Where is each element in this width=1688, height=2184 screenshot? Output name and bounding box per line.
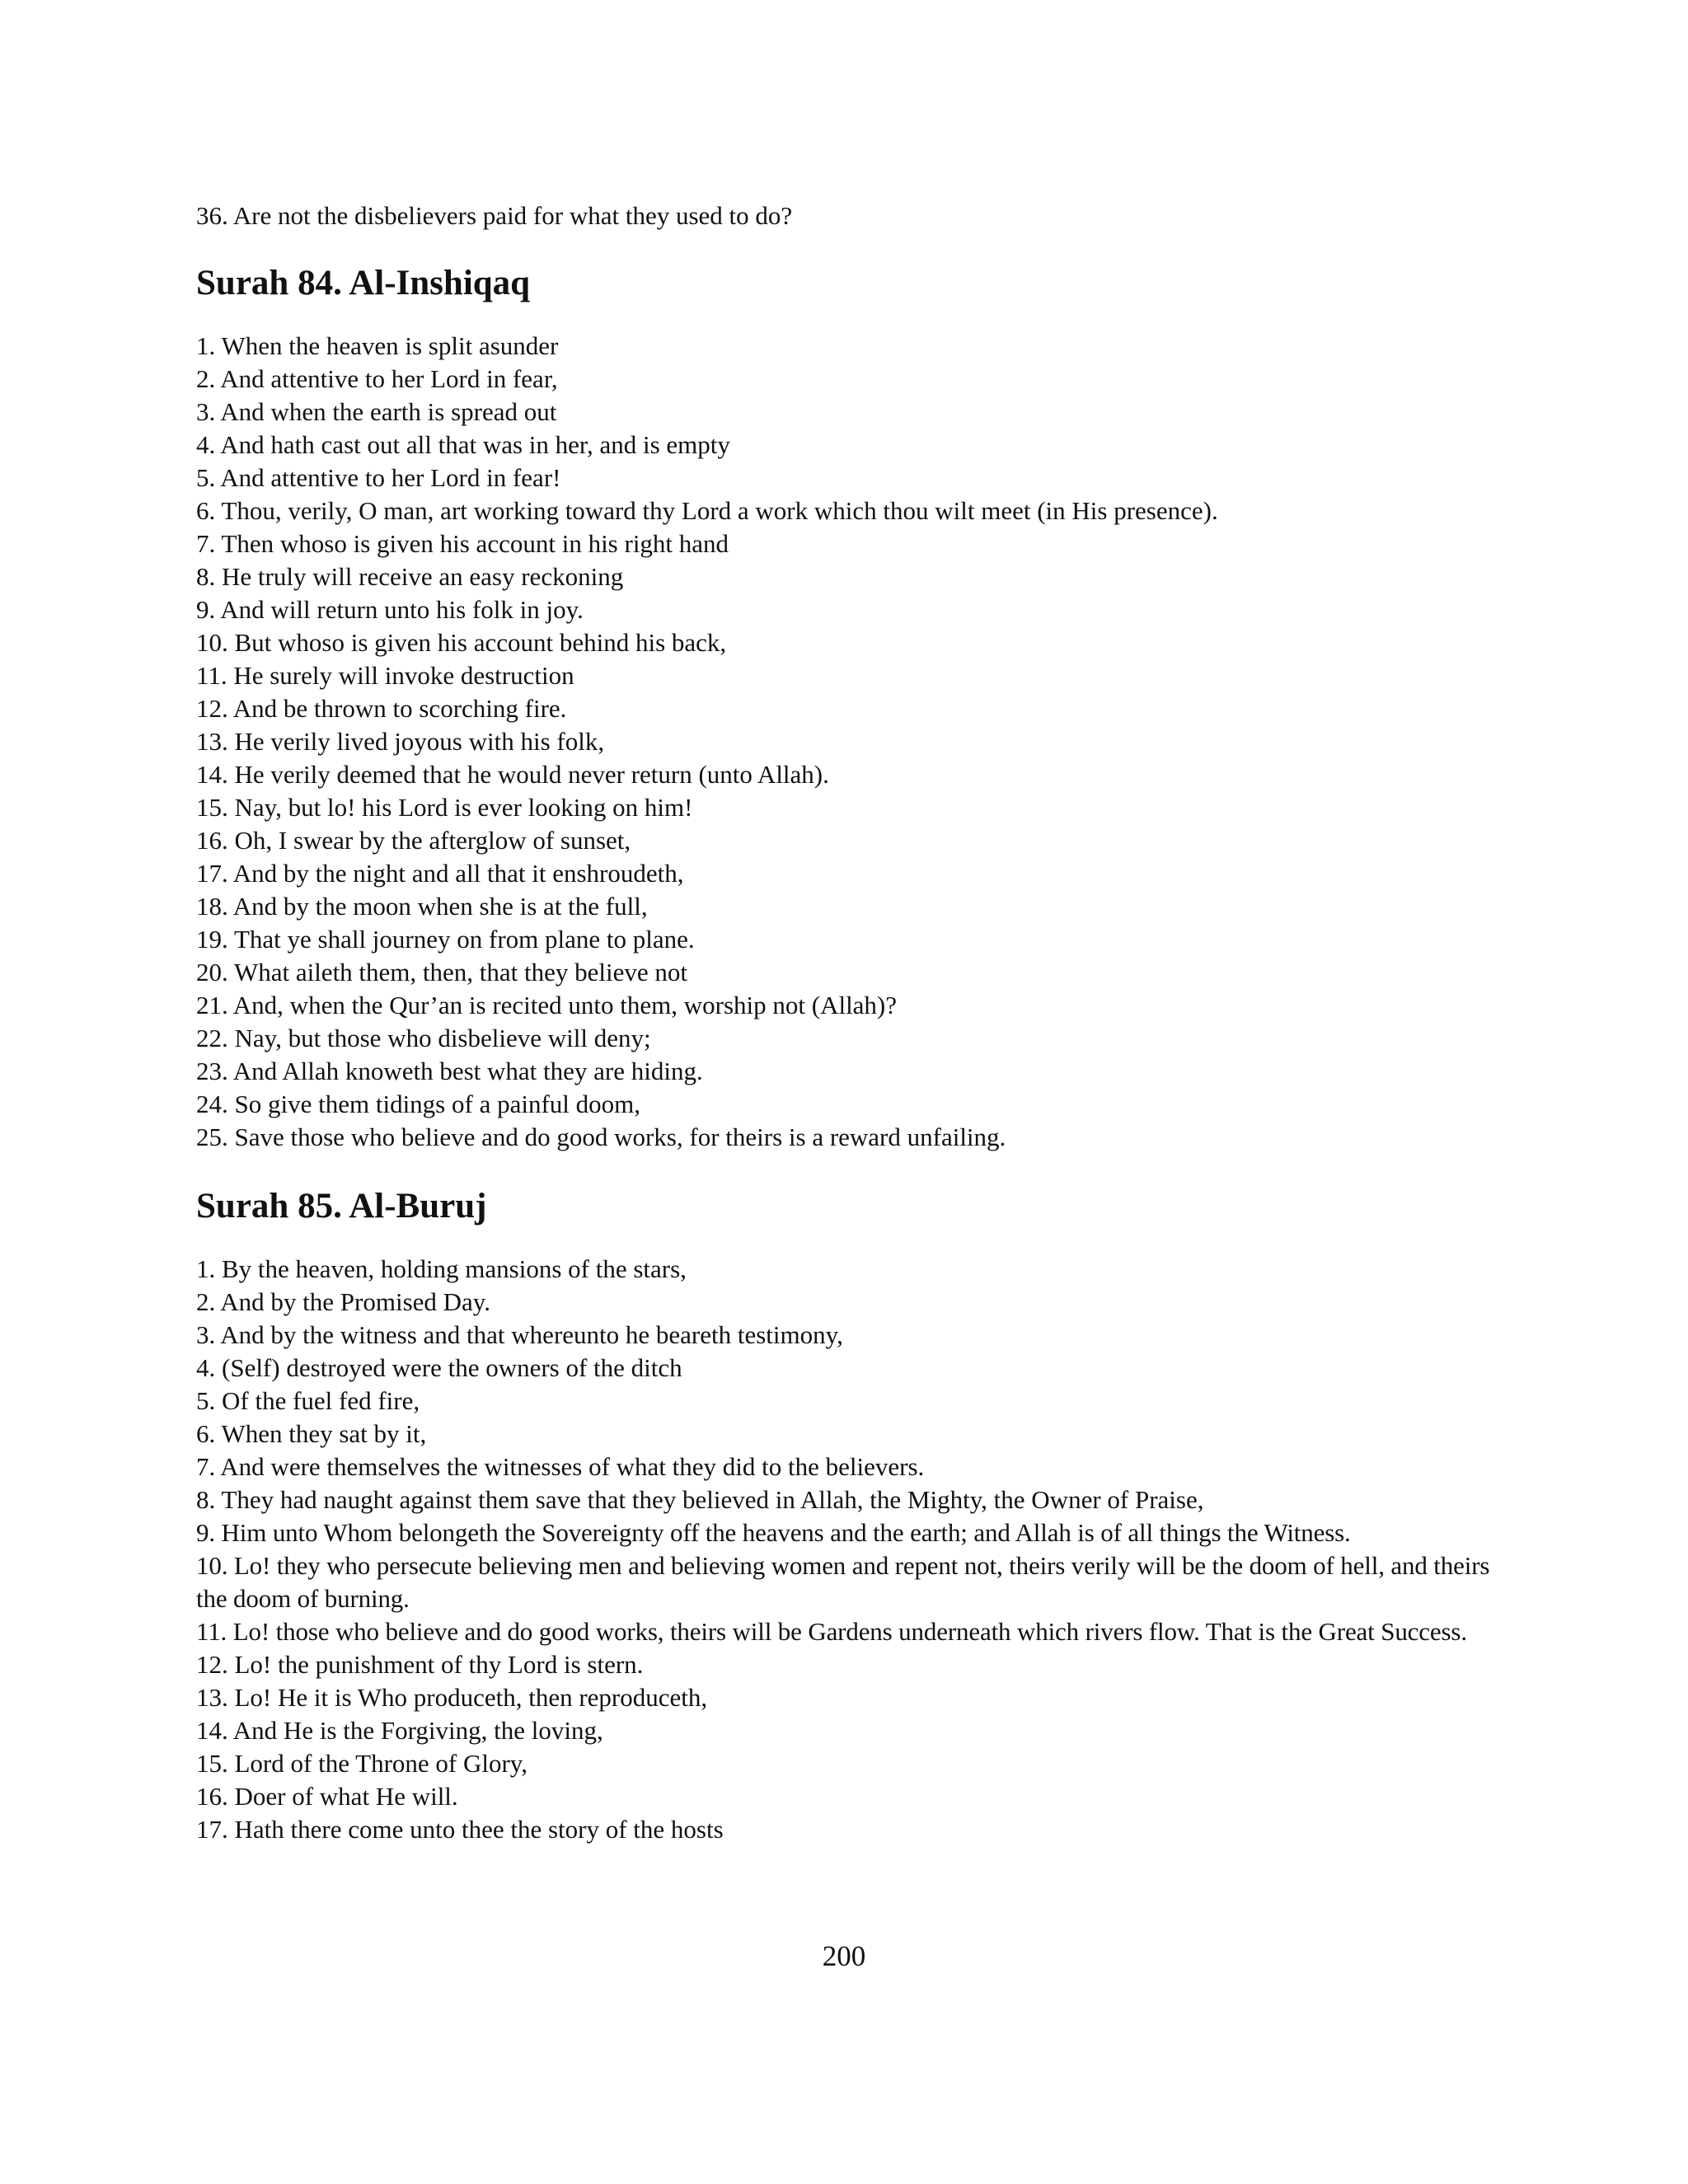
verse: 16. Oh, I swear by the afterglow of sunset,	[196, 826, 631, 855]
surah-84-verses	[196, 330, 1523, 1154]
verse: 5. Of the fuel fed fire,	[196, 1386, 420, 1415]
verse: 23. And Allah knoweth best what they are hiding.	[196, 1057, 703, 1085]
verse: 24. So give them tidings of a painful doom,	[196, 1090, 641, 1118]
verse: 10. Lo! they who persecute believing men and believing women and repent not, theirs verily will be the doom of hell, and theirs the doom of burning.	[196, 1551, 1490, 1613]
verse: 15. Lord of the Throne of Glory,	[196, 1749, 528, 1778]
verse: 5. And attentive to her Lord in fear!	[196, 463, 561, 492]
verse: 21. And, when the Qur’an is recited unto them, worship not (Allah)?	[196, 991, 898, 1019]
verse: 1. By the heaven, holding mansions of the stars,	[196, 1254, 687, 1283]
verse: 14. He verily deemed that he would never return (unto Allah).	[196, 760, 829, 789]
verse: 17. Hath there come unto thee the story of the hosts	[196, 1815, 724, 1844]
verse: 6. Thou, verily, O man, art working toward thy Lord a work which thou wilt meet (in His presence).	[196, 496, 1218, 525]
verse: 15. Nay, but lo! his Lord is ever looking on him!	[196, 793, 693, 822]
verse: 13. He verily lived joyous with his folk,	[196, 727, 605, 756]
verse: 36. Are not the disbelievers paid for what they used to do?	[196, 201, 793, 230]
verse: 18. And by the moon when she is at the full,	[196, 892, 648, 921]
verse: 22. Nay, but those who disbelieve will deny;	[196, 1024, 651, 1052]
verse: 9. And will return unto his folk in joy.	[196, 595, 584, 624]
verse: 14. And He is the Forgiving, the loving,	[196, 1716, 603, 1745]
verse: 12. And be thrown to scorching fire.	[196, 694, 567, 723]
verse: 10. But whoso is given his account behind his back,	[196, 628, 727, 657]
verse: 4. And hath cast out all that was in her, and is empty	[196, 430, 730, 459]
verse: 12. Lo! the punishment of thy Lord is stern.	[196, 1650, 644, 1679]
verse: 7. Then whoso is given his account in his right hand	[196, 529, 729, 558]
verse: 25. Save those who believe and do good works, for theirs is a reward unfailing.	[196, 1122, 1006, 1151]
verse: 4. (Self) destroyed were the owners of the ditch	[196, 1353, 682, 1382]
verse: 8. They had naught against them save that they believed in Allah, the Mighty, the Owner of Praise,	[196, 1485, 1204, 1514]
surah-85-heading: Surah 85. Al-Buruj	[196, 1187, 487, 1226]
verse: 2. And attentive to her Lord in fear,	[196, 364, 558, 393]
verse: 6. When they sat by it,	[196, 1419, 427, 1448]
verse: 3. And by the witness and that whereunto he beareth testimony,	[196, 1320, 843, 1349]
verse: 3. And when the earth is spread out	[196, 397, 557, 426]
verse: 7. And were themselves the witnesses of what they did to the believers.	[196, 1452, 925, 1481]
surah-84-heading: Surah 84. Al-Inshiqaq	[196, 264, 531, 302]
verse: 1. When the heaven is split asunder	[196, 331, 559, 360]
previous-surah-tail	[196, 199, 1523, 232]
verse: 2. And by the Promised Day.	[196, 1287, 491, 1316]
verse: 13. Lo! He it is Who produceth, then reproduceth,	[196, 1683, 708, 1712]
verse: 20. What aileth them, then, that they believe not	[196, 958, 688, 987]
surah-85-verses	[196, 1253, 1523, 1846]
verse: 16. Doer of what He will.	[196, 1782, 458, 1811]
verse: 17. And by the night and all that it enshroudeth,	[196, 859, 684, 888]
verse: 11. Lo! those who believe and do good works, theirs will be Gardens underneath which rivers flow. That is the Great Success.	[196, 1617, 1467, 1646]
page-number: 200	[822, 1940, 866, 1972]
verse: 8. He truly will receive an easy reckoning	[196, 562, 624, 591]
verse: 19. That ye shall journey on from plane to plane.	[196, 925, 695, 954]
verse: 9. Him unto Whom belongeth the Sovereignty off the heavens and the earth; and Allah is of all things the Witness.	[196, 1518, 1351, 1547]
verse: 11. He surely will invoke destruction	[196, 661, 574, 690]
page-content	[196, 199, 1523, 1846]
